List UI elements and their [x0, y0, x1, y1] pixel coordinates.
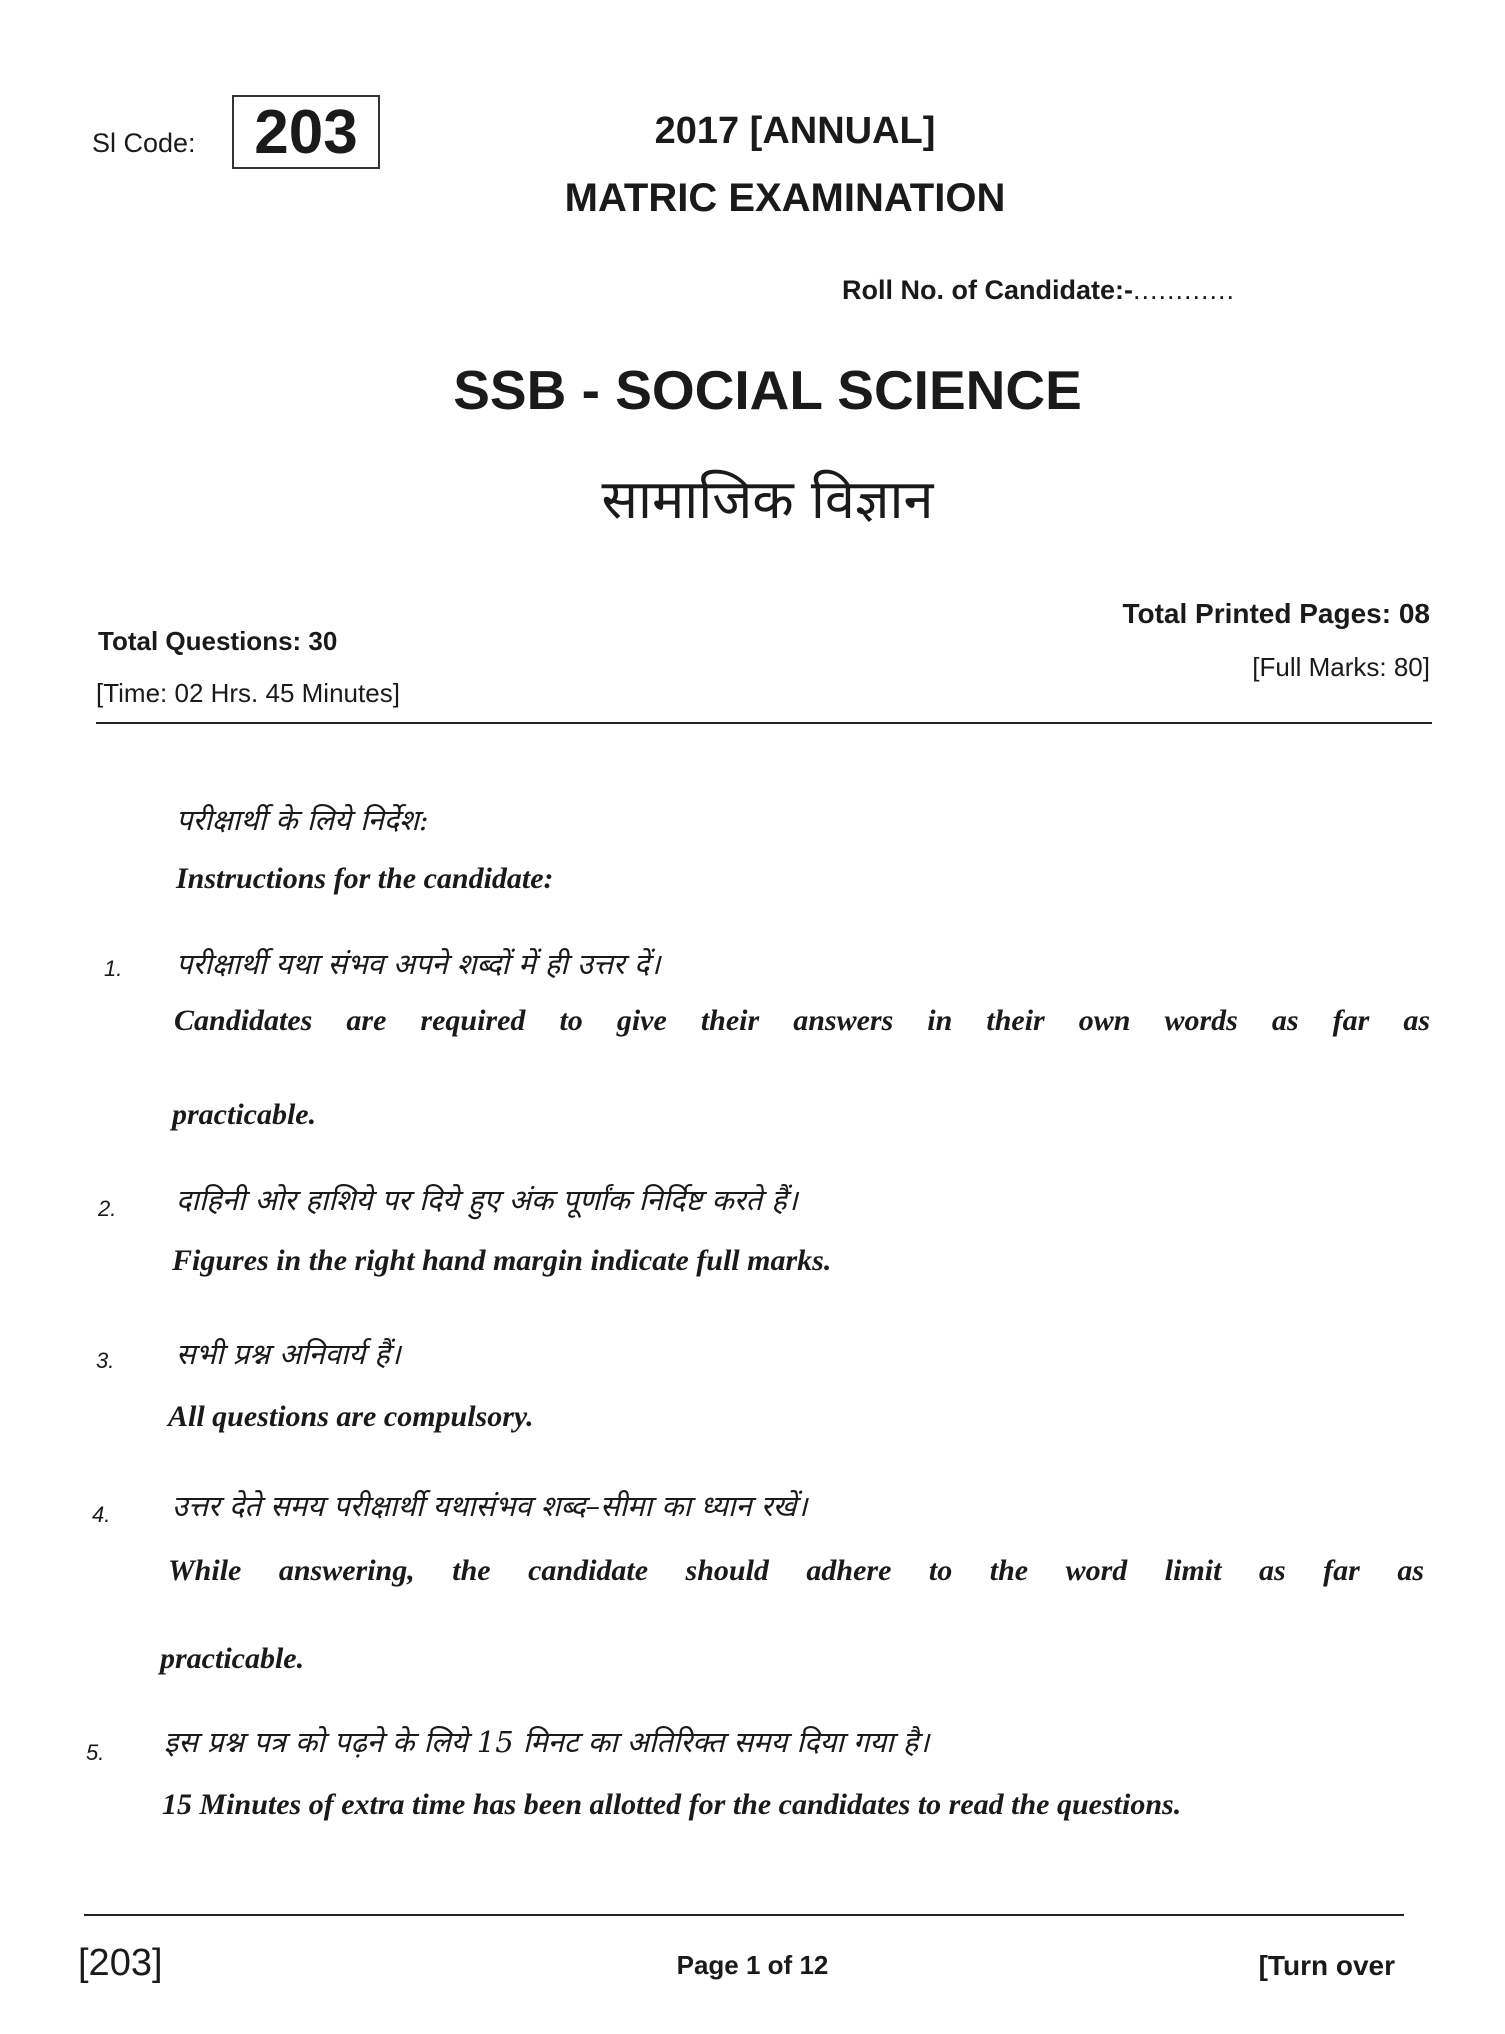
instruction-text-en-continued: practicable. — [160, 1642, 305, 1675]
instruction-text-en: Figures in the right hand margin indicate full marks. — [172, 1244, 832, 1277]
sl-code-value: 203 — [254, 97, 358, 167]
subject-title-en: SSB - SOCIAL SCIENCE — [453, 359, 1082, 421]
instruction-number: 5. — [86, 1740, 105, 1765]
full-marks: [Full Marks: 80] — [1252, 652, 1430, 682]
page-number: Page 1 of 12 — [676, 1950, 829, 1980]
total-printed-pages: Total Printed Pages: 08 — [1122, 598, 1430, 629]
instruction-number: 1. — [104, 956, 123, 981]
footer-paper-code: [203] — [78, 1942, 163, 1984]
instruction-text-en: All questions are compulsory. — [168, 1400, 534, 1433]
sl-code-label: Sl Code: — [92, 128, 196, 158]
instruction-text-hi: उत्तर देते समय परीक्षार्थी यथासंभव शब्द–सीमा का ध्यान रखें। — [172, 1489, 808, 1523]
exam-name: MATRIC EXAMINATION — [564, 176, 1006, 220]
exam-time: [Time: 02 Hrs. 45 Minutes] — [96, 678, 400, 708]
instruction-text-hi: इस प्रश्न पत्र को पढ़ने के लिये 15 मिनट का अतिरिक्त समय दिया गया है। — [164, 1725, 930, 1759]
instruction-text-en: Candidates are required to give their answers in their own words as far as — [174, 1004, 1430, 1037]
footer-divider — [84, 1914, 1404, 1916]
instructions-heading-hi: परीक्षार्थी के लिये निर्देश: — [176, 803, 429, 837]
roll-number-field — [842, 275, 1235, 306]
instruction-text-en: While answering, the candidate should adhere to the word limit as far as — [168, 1554, 1424, 1587]
header-divider — [96, 722, 1432, 724]
instruction-text-en-continued: practicable. — [172, 1098, 317, 1131]
instruction-text-hi: दाहिनी ओर हाशिये पर दिये हुए अंक पूर्णांक निर्दिष्ट करते हैं। — [176, 1183, 798, 1217]
turn-over-note: [Turn over — [1258, 1950, 1395, 1981]
instruction-number: 4. — [92, 1502, 111, 1527]
instruction-number: 2. — [98, 1196, 117, 1221]
roll-number-blank: ............ — [1132, 275, 1236, 305]
instruction-number: 3. — [96, 1348, 115, 1373]
instructions-heading-en: Instructions for the candidate: — [176, 862, 554, 895]
total-questions: Total Questions: 30 — [98, 626, 338, 656]
instruction-text-hi: सभी प्रश्न अनिवार्य हैं। — [176, 1337, 401, 1371]
roll-number-label: Roll No. of Candidate:- — [842, 275, 1133, 305]
instruction-text-hi: परीक्षार्थी यथा संभव अपने शब्दों में ही उत्तर दें। — [176, 947, 661, 981]
subject-title-hi: सामाजिक विज्ञान — [601, 468, 934, 531]
instruction-text-en: 15 Minutes of extra time has been allotted for the candidates to read the questions. — [162, 1788, 1182, 1821]
exam-year: 2017 [ANNUAL] — [654, 110, 936, 152]
